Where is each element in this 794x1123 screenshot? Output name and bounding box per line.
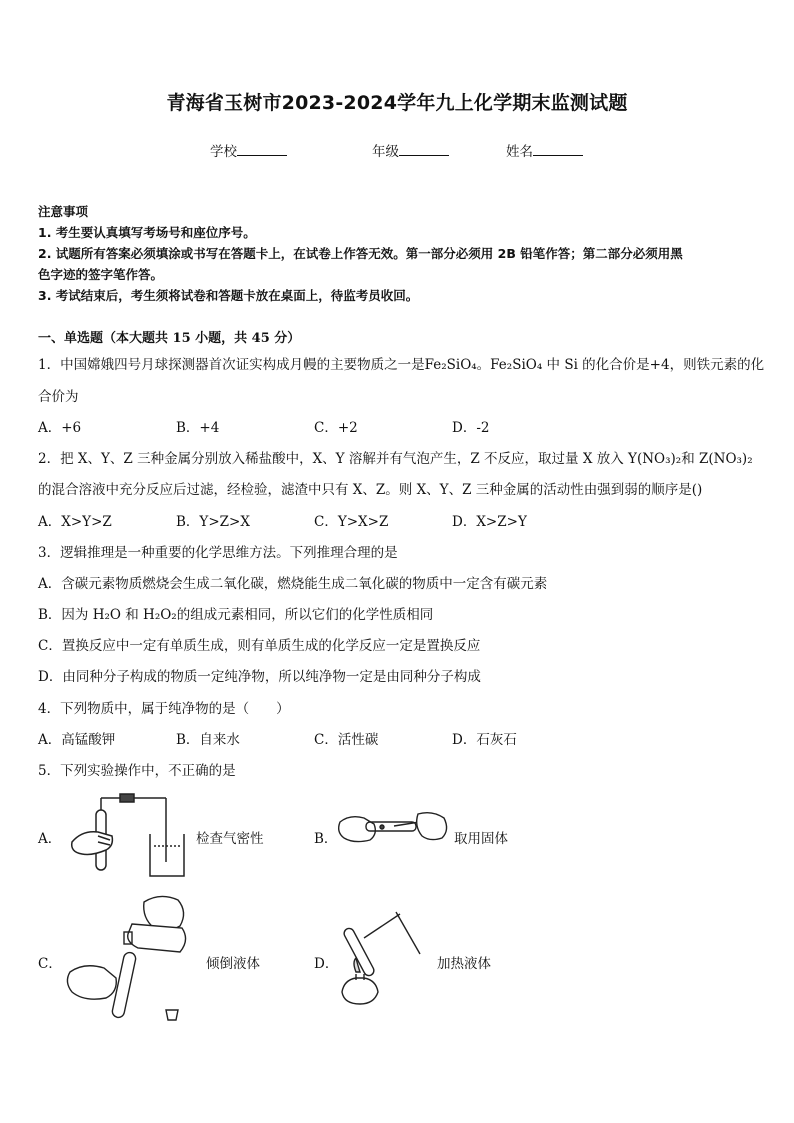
page-title: 青海省玉树市2023-2024学年九上化学期末监测试题	[166, 92, 628, 114]
q5-option-b[interactable]: B．	[314, 831, 338, 847]
section-heading: 一、单选题（本大题共 15 小题，共 45 分）	[38, 331, 301, 346]
notes-item-3: 3. 考试结束后，考生须将试卷和答题卡放在桌面上，待监考员收回。	[38, 288, 419, 303]
q2-option-d[interactable]: D．X>Z>Y	[452, 514, 527, 530]
q4-option-d[interactable]: D．石灰石	[452, 732, 517, 748]
q3-stem: 3．逻辑推理是一种重要的化学思维方法。下列推理合理的是	[38, 545, 398, 561]
q5-option-a-caption: 检查气密性	[196, 831, 264, 847]
q5-stem: 5．下列实验操作中，不正确的是	[38, 763, 236, 779]
q1-option-a[interactable]: A．+6	[38, 420, 82, 436]
q2-stem-line2: 的混合溶液中充分反应后过滤，经检验，滤渣中只有 X、Z。则 X、Y、Z 三种金属的活动性由强到弱的顺序是()	[38, 482, 703, 498]
q1-text-cont: 。Fe₂SiO₄ 中 Si 的化合价是+4，则铁元素的化	[476, 357, 765, 373]
q5-option-c-caption: 倾倒液体	[206, 956, 260, 972]
pour-liquid-illustration	[62, 888, 202, 1030]
q4-option-b[interactable]: B．自来水	[176, 732, 240, 748]
q3-option-a[interactable]: A．含碳元素物质燃烧会生成二氧化碳，燃烧能生成二氧化碳的物质中一定含有碳元素	[38, 576, 548, 592]
q5-option-a[interactable]: A．	[38, 831, 62, 847]
q2-option-b[interactable]: B．Y>Z>X	[176, 514, 250, 530]
q1-text: 1．中国嫦娥四号月球探测器首次证实构成月幔的主要物质之一是	[38, 357, 425, 373]
q2-option-c[interactable]: C．Y>X>Z	[314, 514, 389, 530]
grade-blank	[399, 142, 449, 156]
solid-taking-illustration	[334, 808, 454, 854]
q2-stem-line1: 2．把 X、Y、Z 三种金属分别放入稀盐酸中，X、Y 溶解并有气泡产生，Z 不反应，取过量 X 放入 Y(NO₃)₂和 Z(NO₃)₂	[38, 451, 753, 467]
name-field	[506, 140, 583, 160]
q5-option-c[interactable]: C．	[38, 956, 62, 972]
name-label: 姓名	[506, 144, 533, 160]
q5-option-d-caption: 加热液体	[437, 956, 491, 972]
q1-stem-line1	[38, 353, 764, 373]
q4-option-a[interactable]: A．高锰酸钾	[38, 732, 116, 748]
airtightness-check-illustration	[62, 790, 192, 882]
q2-option-a[interactable]: A．X>Y>Z	[38, 514, 112, 530]
q1-formula: Fe₂SiO₄	[424, 357, 477, 373]
notes-item-1: 1. 考生要认真填写考场号和座位序号。	[38, 225, 256, 240]
q1-stem-line2: 合价为	[38, 389, 79, 405]
grade-field	[372, 140, 449, 160]
q4-option-c[interactable]: C．活性碳	[314, 732, 379, 748]
notes-heading: 注意事项	[38, 204, 89, 219]
heat-liquid-illustration	[334, 908, 430, 1012]
q4-stem: 4．下列物质中，属于纯净物的是（ ）	[38, 701, 290, 717]
q1-option-c[interactable]: C．+2	[314, 420, 358, 436]
notes-item-2: 2. 试题所有答案必须填涂或书写在答题卡上，在试卷上作答无效。第一部分必须用 2B 铅笔作答；第二部分必须用黑	[38, 246, 683, 261]
q3-option-d[interactable]: D．由同种分子构成的物质一定纯净物，所以纯净物一定是由同种分子构成	[38, 669, 481, 685]
notes-item-2-cont: 色字迹的签字笔作答。	[38, 267, 164, 282]
school-label: 学校	[210, 144, 237, 160]
q3-option-b[interactable]: B．因为 H₂O 和 H₂O₂的组成元素相同，所以它们的化学性质相同	[38, 607, 434, 623]
q5-option-d[interactable]: D．	[314, 956, 339, 972]
school-blank	[237, 142, 287, 156]
school-field	[210, 140, 287, 160]
q1-option-b[interactable]: B．+4	[176, 420, 220, 436]
q3-option-c[interactable]: C．置换反应中一定有单质生成，则有单质生成的化学反应一定是置换反应	[38, 638, 481, 654]
q1-option-d[interactable]: D．-2	[452, 420, 490, 436]
name-blank	[533, 142, 583, 156]
q5-option-b-caption: 取用固体	[454, 831, 508, 847]
grade-label: 年级	[372, 144, 399, 160]
